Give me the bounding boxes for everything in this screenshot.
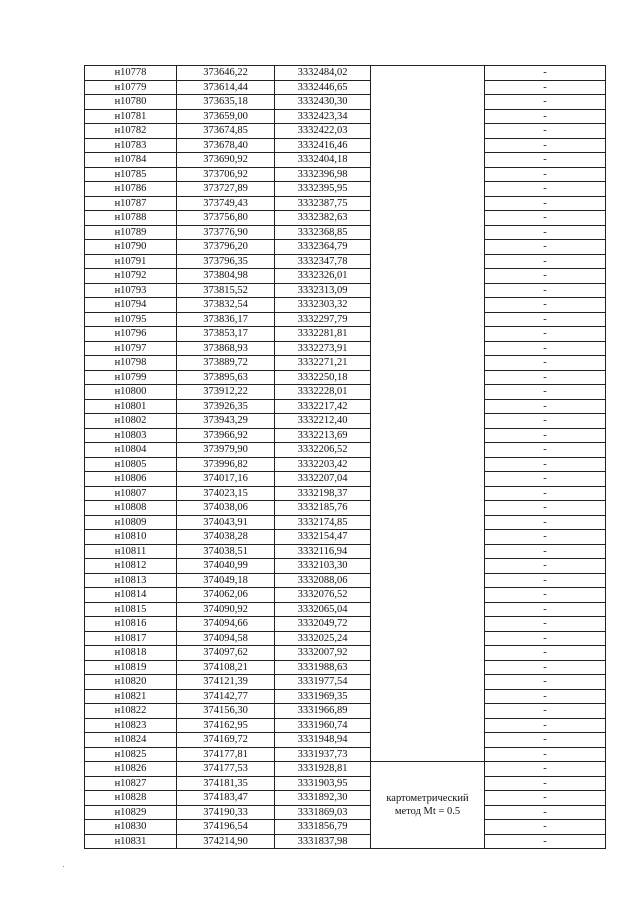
table-row	[85, 573, 606, 588]
y-coordinate-cell: 3332213,69	[275, 428, 371, 443]
accuracy-cell: -	[485, 820, 606, 835]
method-text-line2: метод Mt = 0.5	[394, 806, 461, 817]
table-row	[85, 443, 606, 458]
y-coordinate-cell: 3332228,01	[275, 385, 371, 400]
point-name-cell: н10781	[85, 109, 177, 124]
point-name-cell: н10778	[85, 66, 177, 81]
y-coordinate-cell: 3332217,42	[275, 399, 371, 414]
x-coordinate-cell: 373912,22	[177, 385, 275, 400]
x-coordinate-cell: 374183,47	[177, 791, 275, 806]
y-coordinate-cell: 3332273,91	[275, 341, 371, 356]
accuracy-cell: -	[485, 80, 606, 95]
x-coordinate-cell: 373796,35	[177, 254, 275, 269]
y-coordinate-cell: 3331969,35	[275, 689, 371, 704]
x-coordinate-cell: 373804,98	[177, 269, 275, 284]
y-coordinate-cell: 3332404,18	[275, 153, 371, 168]
x-coordinate-cell: 373996,82	[177, 457, 275, 472]
y-coordinate-cell: 3332250,18	[275, 370, 371, 385]
x-coordinate-cell: 373635,18	[177, 95, 275, 110]
point-name-cell: н10825	[85, 747, 177, 762]
x-coordinate-cell: 373796,20	[177, 240, 275, 255]
point-name-cell: н10801	[85, 399, 177, 414]
x-coordinate-cell: 374038,51	[177, 544, 275, 559]
point-name-cell: н10811	[85, 544, 177, 559]
table-row	[85, 167, 606, 182]
table-row	[85, 776, 606, 791]
table-row	[85, 660, 606, 675]
table-row	[85, 689, 606, 704]
x-coordinate-cell: 374190,33	[177, 805, 275, 820]
y-coordinate-cell: 3332154,47	[275, 530, 371, 545]
scan-speck	[63, 866, 64, 867]
table-row	[85, 704, 606, 719]
point-name-cell: н10829	[85, 805, 177, 820]
point-name-cell: н10799	[85, 370, 177, 385]
x-coordinate-cell: 373678,40	[177, 138, 275, 153]
method-cell-upper	[371, 66, 485, 762]
x-coordinate-cell: 374043,91	[177, 515, 275, 530]
table-row	[85, 356, 606, 371]
point-name-cell: н10828	[85, 791, 177, 806]
accuracy-cell: -	[485, 240, 606, 255]
accuracy-cell: -	[485, 124, 606, 139]
table-row	[85, 124, 606, 139]
point-name-cell: н10822	[85, 704, 177, 719]
point-name-cell: н10816	[85, 617, 177, 632]
x-coordinate-cell: 373966,92	[177, 428, 275, 443]
x-coordinate-cell: 373706,92	[177, 167, 275, 182]
accuracy-cell: -	[485, 385, 606, 400]
x-coordinate-cell: 374108,21	[177, 660, 275, 675]
accuracy-cell: -	[485, 486, 606, 501]
x-coordinate-cell: 374017,16	[177, 472, 275, 487]
accuracy-cell: -	[485, 805, 606, 820]
y-coordinate-cell: 3332422,03	[275, 124, 371, 139]
table-row	[85, 472, 606, 487]
point-name-cell: н10787	[85, 196, 177, 211]
point-name-cell: н10827	[85, 776, 177, 791]
x-coordinate-cell: 374049,18	[177, 573, 275, 588]
y-coordinate-cell: 3332387,75	[275, 196, 371, 211]
y-coordinate-cell: 3331988,63	[275, 660, 371, 675]
accuracy-cell: -	[485, 109, 606, 124]
table-row	[85, 501, 606, 516]
point-name-cell: н10817	[85, 631, 177, 646]
table-row	[85, 269, 606, 284]
y-coordinate-cell: 3332116,94	[275, 544, 371, 559]
point-name-cell: н10792	[85, 269, 177, 284]
x-coordinate-cell: 373646,22	[177, 66, 275, 81]
y-coordinate-cell: 3332446,65	[275, 80, 371, 95]
method-cell-lower	[371, 762, 485, 849]
x-coordinate-cell: 374121,39	[177, 675, 275, 690]
table-row	[85, 240, 606, 255]
accuracy-cell: -	[485, 443, 606, 458]
table-row	[85, 791, 606, 806]
accuracy-cell: -	[485, 646, 606, 661]
x-coordinate-cell: 373815,52	[177, 283, 275, 298]
table-row	[85, 341, 606, 356]
y-coordinate-cell: 3332364,79	[275, 240, 371, 255]
accuracy-cell: -	[485, 457, 606, 472]
table-row	[85, 675, 606, 690]
y-coordinate-cell: 3332007,92	[275, 646, 371, 661]
x-coordinate-cell: 374062,06	[177, 588, 275, 603]
x-coordinate-cell: 373614,44	[177, 80, 275, 95]
accuracy-cell: -	[485, 718, 606, 733]
accuracy-cell: -	[485, 312, 606, 327]
y-coordinate-cell: 3332025,24	[275, 631, 371, 646]
x-coordinate-cell: 374023,15	[177, 486, 275, 501]
y-coordinate-cell: 3332395,95	[275, 182, 371, 197]
y-coordinate-cell: 3331977,54	[275, 675, 371, 690]
accuracy-cell: -	[485, 283, 606, 298]
accuracy-cell: -	[485, 689, 606, 704]
point-name-cell: н10809	[85, 515, 177, 530]
point-name-cell: н10795	[85, 312, 177, 327]
point-name-cell: н10789	[85, 225, 177, 240]
point-name-cell: н10821	[85, 689, 177, 704]
table-row	[85, 80, 606, 95]
table-row	[85, 530, 606, 545]
table-row	[85, 631, 606, 646]
x-coordinate-cell: 373943,29	[177, 414, 275, 429]
y-coordinate-cell: 3332297,79	[275, 312, 371, 327]
accuracy-cell: -	[485, 327, 606, 342]
x-coordinate-cell: 374097,62	[177, 646, 275, 661]
point-name-cell: н10814	[85, 588, 177, 603]
table-row	[85, 153, 606, 168]
accuracy-cell: -	[485, 370, 606, 385]
point-name-cell: н10780	[85, 95, 177, 110]
accuracy-cell: -	[485, 573, 606, 588]
point-name-cell: н10808	[85, 501, 177, 516]
x-coordinate-cell: 373727,89	[177, 182, 275, 197]
accuracy-cell: -	[485, 182, 606, 197]
point-name-cell: н10793	[85, 283, 177, 298]
table-row	[85, 762, 606, 777]
point-name-cell: н10785	[85, 167, 177, 182]
point-name-cell: н10826	[85, 762, 177, 777]
y-coordinate-cell: 3331966,89	[275, 704, 371, 719]
accuracy-cell: -	[485, 414, 606, 429]
point-name-cell: н10802	[85, 414, 177, 429]
y-coordinate-cell: 3332368,85	[275, 225, 371, 240]
x-coordinate-cell: 373832,54	[177, 298, 275, 313]
table-row	[85, 327, 606, 342]
table-row	[85, 486, 606, 501]
point-name-cell: н10791	[85, 254, 177, 269]
accuracy-cell: -	[485, 472, 606, 487]
point-name-cell: н10783	[85, 138, 177, 153]
table-row	[85, 138, 606, 153]
point-name-cell: н10797	[85, 341, 177, 356]
x-coordinate-cell: 373853,17	[177, 327, 275, 342]
point-name-cell: н10819	[85, 660, 177, 675]
y-coordinate-cell: 3331869,03	[275, 805, 371, 820]
y-coordinate-cell: 3332430,30	[275, 95, 371, 110]
accuracy-cell: -	[485, 733, 606, 748]
table-row	[85, 196, 606, 211]
table-row	[85, 805, 606, 820]
y-coordinate-cell: 3331856,79	[275, 820, 371, 835]
table-row	[85, 457, 606, 472]
accuracy-cell: -	[485, 544, 606, 559]
table-row	[85, 399, 606, 414]
y-coordinate-cell: 3331948,94	[275, 733, 371, 748]
x-coordinate-cell: 374094,58	[177, 631, 275, 646]
x-coordinate-cell: 374177,81	[177, 747, 275, 762]
accuracy-cell: -	[485, 501, 606, 516]
table-row	[85, 820, 606, 835]
x-coordinate-cell: 373889,72	[177, 356, 275, 371]
table-row	[85, 428, 606, 443]
x-coordinate-cell: 374038,28	[177, 530, 275, 545]
accuracy-cell: -	[485, 211, 606, 226]
y-coordinate-cell: 3332103,30	[275, 559, 371, 574]
accuracy-cell: -	[485, 834, 606, 849]
accuracy-cell: -	[485, 675, 606, 690]
point-name-cell: н10805	[85, 457, 177, 472]
x-coordinate-cell: 373749,43	[177, 196, 275, 211]
point-name-cell: н10788	[85, 211, 177, 226]
point-name-cell: н10794	[85, 298, 177, 313]
x-coordinate-cell: 374214,90	[177, 834, 275, 849]
accuracy-cell: -	[485, 747, 606, 762]
y-coordinate-cell: 3331960,74	[275, 718, 371, 733]
table-row	[85, 544, 606, 559]
x-coordinate-cell: 373895,63	[177, 370, 275, 385]
point-name-cell: н10810	[85, 530, 177, 545]
y-coordinate-cell: 3332076,52	[275, 588, 371, 603]
x-coordinate-cell: 374196,54	[177, 820, 275, 835]
accuracy-cell: -	[485, 588, 606, 603]
table-row	[85, 66, 606, 81]
point-name-cell: н10823	[85, 718, 177, 733]
accuracy-cell: -	[485, 762, 606, 777]
point-name-cell: н10796	[85, 327, 177, 342]
accuracy-cell: -	[485, 399, 606, 414]
y-coordinate-cell: 3332174,85	[275, 515, 371, 530]
x-coordinate-cell: 373776,90	[177, 225, 275, 240]
accuracy-cell: -	[485, 95, 606, 110]
y-coordinate-cell: 3331892,30	[275, 791, 371, 806]
point-name-cell: н10807	[85, 486, 177, 501]
point-name-cell: н10824	[85, 733, 177, 748]
coordinates-table-body	[85, 66, 606, 849]
point-name-cell: н10820	[85, 675, 177, 690]
y-coordinate-cell: 3332065,04	[275, 602, 371, 617]
accuracy-cell: -	[485, 167, 606, 182]
accuracy-cell: -	[485, 559, 606, 574]
accuracy-cell: -	[485, 791, 606, 806]
table-row	[85, 95, 606, 110]
table-row	[85, 646, 606, 661]
x-coordinate-cell: 374142,77	[177, 689, 275, 704]
y-coordinate-cell: 3332313,09	[275, 283, 371, 298]
point-name-cell: н10818	[85, 646, 177, 661]
accuracy-cell: -	[485, 515, 606, 530]
table-row	[85, 834, 606, 849]
y-coordinate-cell: 3332207,04	[275, 472, 371, 487]
accuracy-cell: -	[485, 530, 606, 545]
accuracy-cell: -	[485, 153, 606, 168]
y-coordinate-cell: 3332049,72	[275, 617, 371, 632]
y-coordinate-cell: 3331937,73	[275, 747, 371, 762]
point-name-cell: н10779	[85, 80, 177, 95]
x-coordinate-cell: 374040,99	[177, 559, 275, 574]
accuracy-cell: -	[485, 225, 606, 240]
x-coordinate-cell: 373926,35	[177, 399, 275, 414]
table-row	[85, 588, 606, 603]
table-row	[85, 515, 606, 530]
accuracy-cell: -	[485, 631, 606, 646]
y-coordinate-cell: 3332423,34	[275, 109, 371, 124]
y-coordinate-cell: 3332271,21	[275, 356, 371, 371]
table-row	[85, 283, 606, 298]
coordinates-table	[84, 65, 606, 849]
x-coordinate-cell: 374038,06	[177, 501, 275, 516]
table-row	[85, 182, 606, 197]
x-coordinate-cell: 374169,72	[177, 733, 275, 748]
table-row	[85, 733, 606, 748]
accuracy-cell: -	[485, 704, 606, 719]
point-name-cell: н10813	[85, 573, 177, 588]
table-row	[85, 298, 606, 313]
table-row	[85, 254, 606, 269]
x-coordinate-cell: 373674,85	[177, 124, 275, 139]
accuracy-cell: -	[485, 269, 606, 284]
point-name-cell: н10815	[85, 602, 177, 617]
accuracy-cell: -	[485, 66, 606, 81]
x-coordinate-cell: 374177,53	[177, 762, 275, 777]
x-coordinate-cell: 373659,00	[177, 109, 275, 124]
y-coordinate-cell: 3332212,40	[275, 414, 371, 429]
table-row	[85, 602, 606, 617]
accuracy-cell: -	[485, 254, 606, 269]
x-coordinate-cell: 374156,30	[177, 704, 275, 719]
x-coordinate-cell: 373868,93	[177, 341, 275, 356]
x-coordinate-cell: 374181,35	[177, 776, 275, 791]
table-row	[85, 559, 606, 574]
y-coordinate-cell: 3332281,81	[275, 327, 371, 342]
x-coordinate-cell: 373979,90	[177, 443, 275, 458]
y-coordinate-cell: 3332484,02	[275, 66, 371, 81]
y-coordinate-cell: 3332396,98	[275, 167, 371, 182]
table-row	[85, 370, 606, 385]
table-row	[85, 617, 606, 632]
point-name-cell: н10806	[85, 472, 177, 487]
y-coordinate-cell: 3332185,76	[275, 501, 371, 516]
table-row	[85, 385, 606, 400]
accuracy-cell: -	[485, 196, 606, 211]
point-name-cell: н10800	[85, 385, 177, 400]
y-coordinate-cell: 3332203,42	[275, 457, 371, 472]
point-name-cell: н10831	[85, 834, 177, 849]
x-coordinate-cell: 374090,92	[177, 602, 275, 617]
x-coordinate-cell: 373836,17	[177, 312, 275, 327]
y-coordinate-cell: 3332088,06	[275, 573, 371, 588]
accuracy-cell: -	[485, 428, 606, 443]
y-coordinate-cell: 3332326,01	[275, 269, 371, 284]
table-row	[85, 109, 606, 124]
accuracy-cell: -	[485, 660, 606, 675]
point-name-cell: н10804	[85, 443, 177, 458]
accuracy-cell: -	[485, 298, 606, 313]
accuracy-cell: -	[485, 617, 606, 632]
point-name-cell: н10803	[85, 428, 177, 443]
point-name-cell: н10784	[85, 153, 177, 168]
y-coordinate-cell: 3332416,46	[275, 138, 371, 153]
point-name-cell: н10798	[85, 356, 177, 371]
point-name-cell: н10812	[85, 559, 177, 574]
x-coordinate-cell: 373756,80	[177, 211, 275, 226]
accuracy-cell: -	[485, 341, 606, 356]
y-coordinate-cell: 3332206,52	[275, 443, 371, 458]
table-row	[85, 211, 606, 226]
table-row	[85, 414, 606, 429]
table-row	[85, 225, 606, 240]
y-coordinate-cell: 3332198,37	[275, 486, 371, 501]
y-coordinate-cell: 3332382,63	[275, 211, 371, 226]
method-text-line1: картометрический	[386, 793, 469, 804]
point-name-cell: н10786	[85, 182, 177, 197]
y-coordinate-cell: 3331837,98	[275, 834, 371, 849]
point-name-cell: н10790	[85, 240, 177, 255]
table-row	[85, 312, 606, 327]
x-coordinate-cell: 374162,95	[177, 718, 275, 733]
y-coordinate-cell: 3331903,95	[275, 776, 371, 791]
accuracy-cell: -	[485, 138, 606, 153]
table-row	[85, 718, 606, 733]
point-name-cell: н10830	[85, 820, 177, 835]
y-coordinate-cell: 3332347,78	[275, 254, 371, 269]
y-coordinate-cell: 3331928,81	[275, 762, 371, 777]
x-coordinate-cell: 374094,66	[177, 617, 275, 632]
accuracy-cell: -	[485, 776, 606, 791]
accuracy-cell: -	[485, 356, 606, 371]
table-row	[85, 747, 606, 762]
point-name-cell: н10782	[85, 124, 177, 139]
accuracy-cell: -	[485, 602, 606, 617]
x-coordinate-cell: 373690,92	[177, 153, 275, 168]
y-coordinate-cell: 3332303,32	[275, 298, 371, 313]
